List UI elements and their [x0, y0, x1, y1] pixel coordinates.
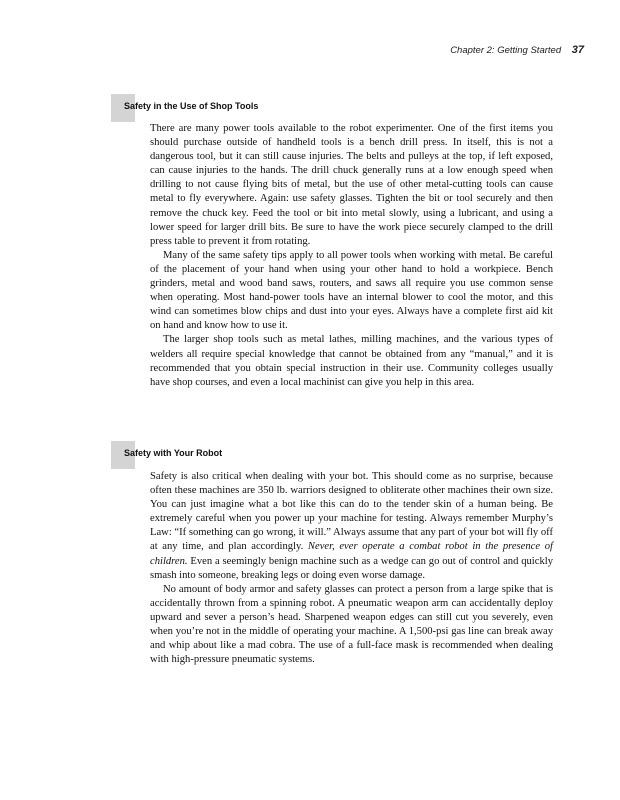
paragraph: The larger shop tools such as metal lathes, milling machines, and the various types of welders all require special knowledge that cannot be obtained from any “manual,” and it is recommended that you obtain special instruction in their use. Community colleges usually have shop courses, and even a local machinist can give you help in this area. [150, 334, 553, 388]
section-heading-text: Safety in the Use of Shop Tools [124, 101, 259, 111]
paragraph-text: Even a seemingly benign machine such as a wedge can go out of control and quickly smash into someone, breaking legs or doing even worse damage. [150, 555, 553, 581]
section-robot-safety [111, 441, 551, 667]
paragraph [150, 470, 553, 583]
running-header [450, 44, 584, 56]
section-body [150, 470, 553, 667]
section-heading-text: Safety with Your Robot [124, 448, 223, 458]
paragraph: Many of the same safety tips apply to all power tools when working with metal. Be careful of the placement of your hand when using your other hand to hold a workpiece. Bench grinders, metal and wood band saws, routers, and saws all require you use common sense when operating. Most hand-power tools have an internal blower to cool the motor, and this wind can sometimes blow chips and dust into your eyes. Always have a complete first aid kit on hand and know how to use it. [150, 249, 553, 332]
chapter-label: Chapter 2: [450, 45, 495, 56]
warning-emphasis: Never, ever operate a combat robot in the presence of children. [150, 541, 553, 567]
paragraph-text: Safety is also critical when dealing with your bot. This should come as no surprise, because often these machines are 350 lb. warriors designed to obliterate other machines their own size. You can just imagine what a bot like this can do to the tender skin of a human being. Be extremely careful when you power up your machine for testing. Always remember Murphy’s Law: “If something can go wrong, it will.” Always assume that any part of your bot will fly off at any time, and plan accordingly. [150, 471, 553, 553]
paragraph: There are many power tools available to the robot experimenter. One of the first items you should purchase outside of handheld tools is a bench drill press. In itself, this is not a dangerous tool, but it can still cause injuries. The belts and pulleys at the top, if left exposed, can cause injuries to the hands. The drill chuck generally runs at a low enough speed when drilling to not cause flying bits of metal, but the use of other metal-cutting tools can cause metal to fly everywhere. Again: use safety glasses. Tighten the bit or tool securely and then remove the chuck key. Feed the tool or bit into metal slowly, using a lubricant, and using a lower speed for larger drill bits. Be sure to have the work piece securely clamped to the drill press table to prevent it from rotating. [150, 123, 553, 247]
section-heading [111, 94, 551, 114]
paragraph: No amount of body armor and safety glasses can protect a person from a large spike that is accidentally thrown from a spinning robot. A pneumatic weapon arm can accidentally deploy upward and sever a person’s head. Sharpened weapon edges can still cut you severely, even when you’re not in the middle of operating your machine. A 1,500-psi gas line can break away and whip about like a mad cobra. The use of a full-face mask is recommended when dealing with high-pressure pneumatic systems. [150, 583, 553, 666]
section-body [150, 122, 553, 390]
section-heading [111, 441, 551, 461]
page-number: 37 [571, 44, 584, 56]
section-shop-tools [111, 94, 551, 390]
chapter-title: Getting Started [497, 45, 562, 56]
